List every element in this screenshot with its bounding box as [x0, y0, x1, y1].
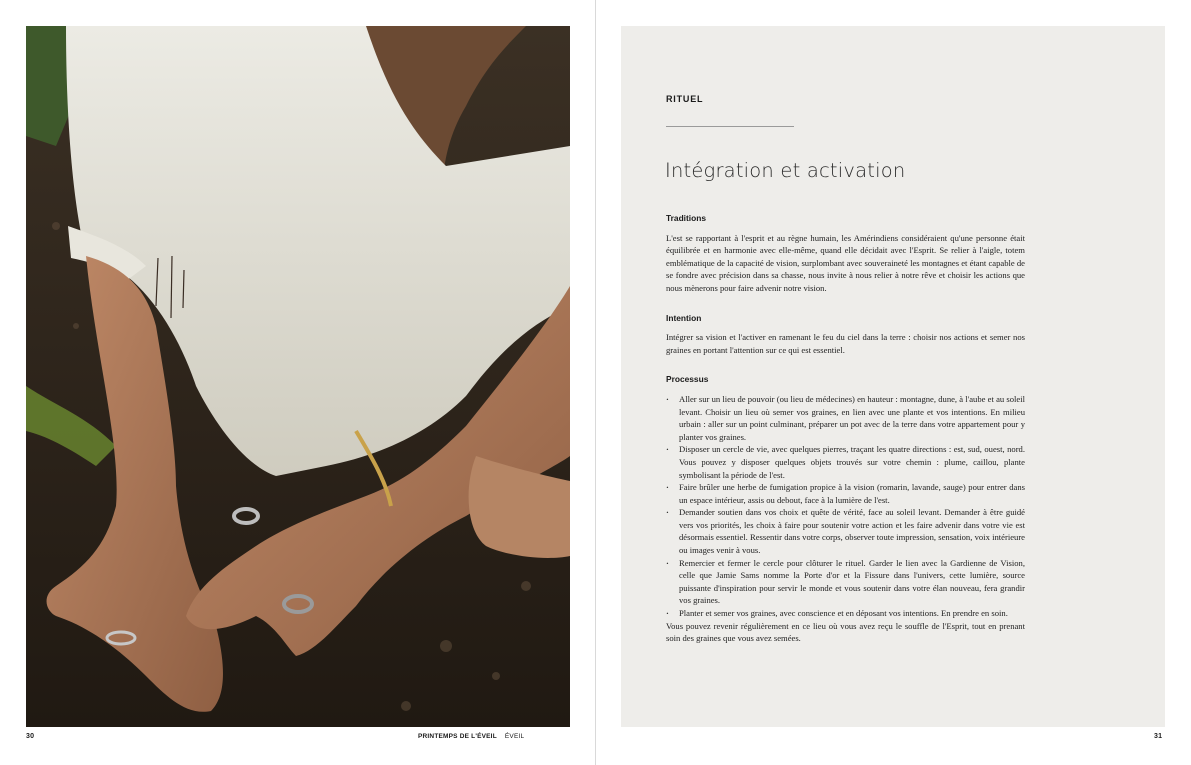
- list-item: · Planter et semer vos graines, avec conscience et en déposant vos intentions. En prendre en soin.: [666, 607, 1025, 620]
- closing-paragraph: Vous pouvez revenir régulièrement en ce lieu où vous avez reçu le souffle de l'Esprit, tout en prenant soin des graines que vous avez semées.: [666, 620, 1025, 644]
- section-processus: [666, 373, 1025, 644]
- page-title: Intégration et activation: [665, 159, 906, 182]
- section-heading: Intention: [666, 312, 702, 323]
- list-item: · Faire brûler une herbe de fumigation propice à la vision (romarin, lavande, sauge) pour entrer dans un espace intérieur, assis ou debout, face à la lumière de l'est.: [666, 481, 1025, 506]
- process-list: [666, 393, 1025, 620]
- kicker-rule: [666, 126, 794, 127]
- ritual-content: [666, 212, 1025, 645]
- running-head: [418, 733, 524, 740]
- section-kicker: RITUEL: [666, 94, 704, 104]
- page-number-right: 31: [1154, 733, 1163, 740]
- section-intention: [666, 312, 1025, 357]
- right-page: [596, 0, 1191, 765]
- list-item: · Disposer un cercle de vie, avec quelques pierres, traçant les quatre directions : est, sud, ouest, nord. Vous pouvez y disposer quelques objets trouvés sur votre chemin : plume, caillou, plante symbolisant la période de l'est.: [666, 443, 1025, 481]
- section-heading: Traditions: [666, 213, 707, 223]
- section-body: Intégrer sa vision et l'activer en ramenant le feu du ciel dans la terre : choisir nos actions et semer nos graines en portant l'attention sur ce qui est essentiel.: [666, 332, 1025, 355]
- list-item: · Remercier et fermer le cercle pour clôturer le rituel. Garder le lien avec la Gardienne de Vision, celle que Jamie Sams nomme la Porte d'or et la Fissure dans l'univers, cette lumière, source puissante d'inspiration pour servir le monde et vous soutenir dans votre élan nouveau, fera grandir vos graines.: [666, 557, 1025, 607]
- photo-hands-in-soil: [26, 26, 570, 727]
- section-traditions: [666, 212, 1025, 295]
- section-body: L'est se rapportant à l'esprit et au règne humain, les Amérindiens considéraient qu'une personne était équilibrée et en harmonie avec elle-même, quand elle décidait avec l'Esprit. Se relier à l'aigle, totem emblématique de la capacité de vision, surplombant avec souveraineté les montagnes et étant capable de se fondre avec précision dans sa chasse, nous invite à nous relier à notre rêve et choisir les actions que nous mènerons pour faire advenir notre vision.: [666, 232, 1025, 293]
- left-page: [0, 0, 595, 765]
- ritual-panel: [621, 26, 1165, 727]
- page-number-left: 30: [26, 733, 35, 740]
- running-head-title: PRINTEMPS DE L'ÉVEIL: [418, 733, 497, 740]
- list-item: · Aller sur un lieu de pouvoir (ou lieu de médecines) en hauteur : montagne, dune, à l'aube et au soleil levant. Choisir un lieu où semer vos graines, en lien avec une plante et vos intentions. En milieu urbain : aller sur un point culminant, préparer un pot avec de la terre dans votre appartement pour y planter vos graines.: [666, 393, 1025, 443]
- section-heading: Processus: [666, 374, 709, 385]
- running-head-sub: ÉVEIL: [504, 733, 525, 740]
- list-item: · Demander soutien dans vos choix et quête de vérité, face au soleil levant. Demander à être guidé vers vos priorités, les choix à faire pour soutenir votre action et les faire advenir dans votre vie est désormais essentiel. Ressentir dans votre corps, observer toute impression, sensation, voix intérieure ou images venir à vous.: [666, 506, 1025, 556]
